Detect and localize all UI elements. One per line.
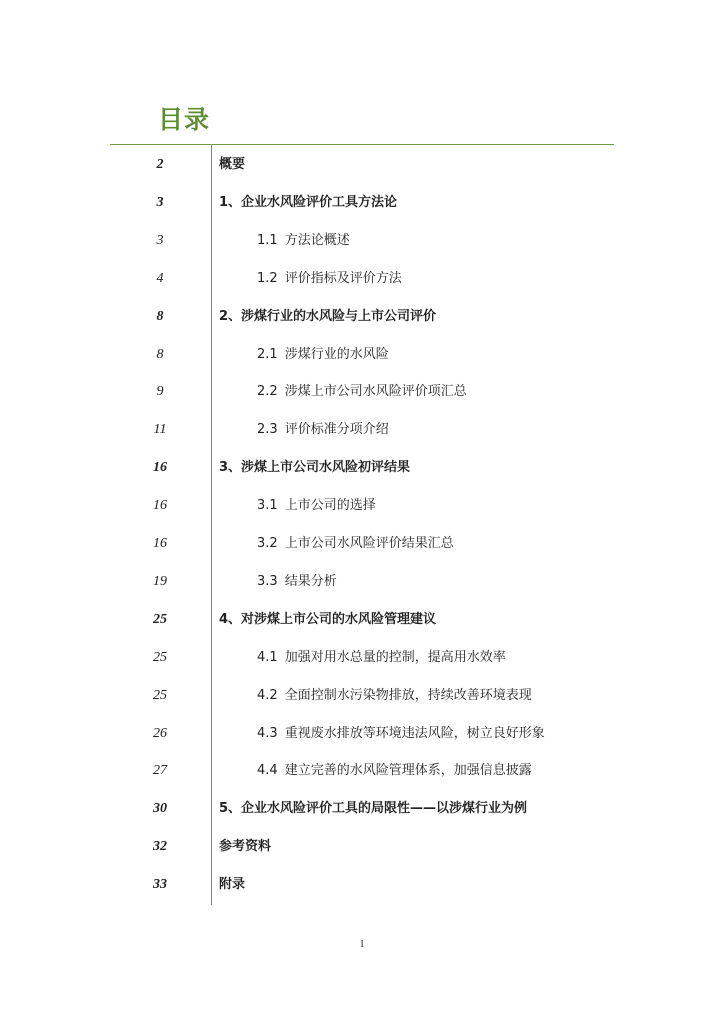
toc-entry-text: 方法论概述 <box>284 232 350 248</box>
toc-entry-label: 概要 <box>219 157 246 172</box>
toc-entry[interactable] <box>0 681 724 711</box>
toc-entry-label: 附录 <box>219 877 246 893</box>
toc-entry-page: 16 <box>153 498 167 514</box>
toc-entry-page: 26 <box>153 725 167 741</box>
toc-entry[interactable] <box>0 377 724 407</box>
toc-entry-label <box>257 681 532 711</box>
toc-entry-text: 评价标准分项介绍 <box>284 422 389 438</box>
toc-entry[interactable] <box>0 491 724 521</box>
toc-entry[interactable] <box>0 264 724 294</box>
toc-entry[interactable] <box>0 453 724 483</box>
toc-entry-page: 8 <box>156 346 164 362</box>
toc-entry-page: 25 <box>153 611 167 627</box>
toc-horizontal-rule <box>110 144 614 145</box>
toc-entry-page: 3 <box>156 232 164 248</box>
toc-entry[interactable] <box>0 415 724 445</box>
toc-entry-text: 上市公司的选择 <box>284 498 376 514</box>
toc-entry-page: 30 <box>153 801 167 817</box>
toc-vertical-rule <box>211 145 212 905</box>
toc-entry-label <box>257 377 467 407</box>
toc-entry-number: 2.1 <box>257 346 278 362</box>
toc-entry-page: 9 <box>156 384 164 400</box>
toc-entry-page: 3 <box>156 194 164 210</box>
toc-entry[interactable] <box>0 643 724 673</box>
toc-entry[interactable] <box>0 832 724 862</box>
toc-entry-label <box>257 529 454 559</box>
toc-entry-label: 参考资料 <box>219 839 272 855</box>
page-number-footer: 1 <box>359 938 365 950</box>
toc-entry-label: 4、对涉煤上市公司的水风险管理建议 <box>219 611 437 627</box>
toc-entry[interactable] <box>0 870 724 900</box>
toc-entry[interactable] <box>0 794 724 824</box>
toc-entry-number: 4.1 <box>257 649 278 665</box>
toc-entry-label: 5、企业水风险评价工具的局限性——以涉煤行业为例 <box>219 801 528 817</box>
toc-entry-number: 4.4 <box>257 763 278 779</box>
toc-entry[interactable] <box>0 188 724 218</box>
toc-entry-text: 加强对用水总量的控制，提高用水效率 <box>284 649 506 665</box>
toc-entry-page: 11 <box>153 422 167 438</box>
toc-entry-page: 2 <box>156 157 164 172</box>
toc-entry-page: 33 <box>153 877 167 893</box>
toc-entry[interactable] <box>0 605 724 635</box>
toc-entry-number: 4.2 <box>257 687 278 703</box>
toc-entry-label <box>257 491 376 521</box>
toc-entry-text: 结果分析 <box>284 573 337 589</box>
toc-entry[interactable] <box>0 150 724 180</box>
toc-entry-text: 涉煤上市公司水风险评价项汇总 <box>284 384 467 400</box>
toc-entry-label <box>257 226 350 256</box>
toc-entry-label <box>257 264 402 294</box>
toc-entry-label <box>257 643 506 673</box>
toc-entry-label <box>257 415 389 445</box>
toc-entry-label <box>257 567 337 597</box>
toc-entry[interactable] <box>0 529 724 559</box>
toc-entry-page: 25 <box>153 687 167 703</box>
toc-entry-text: 全面控制水污染物排放，持续改善环境表现 <box>284 687 532 703</box>
toc-entry-number: 3.2 <box>257 536 278 551</box>
toc-entry-label <box>257 719 545 749</box>
toc-entry-page: 32 <box>153 839 167 855</box>
toc-entry-number: 4.3 <box>257 725 278 741</box>
toc-entry-label: 2、涉煤行业的水风险与上市公司评价 <box>219 308 437 324</box>
toc-entry-text: 涉煤行业的水风险 <box>284 346 389 362</box>
toc-entry-number: 1.1 <box>257 232 278 248</box>
toc-entry-number: 3.1 <box>257 498 278 514</box>
toc-entry-page: 16 <box>153 536 167 551</box>
toc-entry-page: 25 <box>153 649 167 665</box>
toc-entry-number: 3.3 <box>257 573 278 589</box>
toc-entry-number: 2.2 <box>257 384 278 400</box>
toc-entry-page: 8 <box>156 308 164 324</box>
toc-entry[interactable] <box>0 226 724 256</box>
toc-entry-number: 1.2 <box>257 270 278 286</box>
toc-entry[interactable] <box>0 302 724 332</box>
toc-entry-label: 3、涉煤上市公司水风险初评结果 <box>219 460 411 476</box>
toc-entry-label <box>257 340 389 370</box>
toc-entry-page: 27 <box>153 763 167 779</box>
toc-entry-number: 2.3 <box>257 422 278 438</box>
toc-entry-page: 19 <box>153 573 167 589</box>
toc-entry-label <box>257 756 532 786</box>
toc-entry-text: 重视废水排放等环境违法风险，树立良好形象 <box>284 725 545 741</box>
toc-entry-text: 评价指标及评价方法 <box>284 270 402 286</box>
toc-title: 目录 <box>158 105 211 134</box>
toc-entry-page: 16 <box>153 460 167 476</box>
toc-entry[interactable] <box>0 719 724 749</box>
toc-entry-label: 1、企业水风险评价工具方法论 <box>219 194 398 210</box>
toc-entry[interactable] <box>0 340 724 370</box>
toc-entry-page: 4 <box>156 270 164 286</box>
toc-entry-text: 建立完善的水风险管理体系，加强信息披露 <box>284 763 532 779</box>
toc-entry[interactable] <box>0 567 724 597</box>
toc-entry[interactable] <box>0 756 724 786</box>
toc-entry-text: 上市公司水风险评价结果汇总 <box>284 536 454 551</box>
